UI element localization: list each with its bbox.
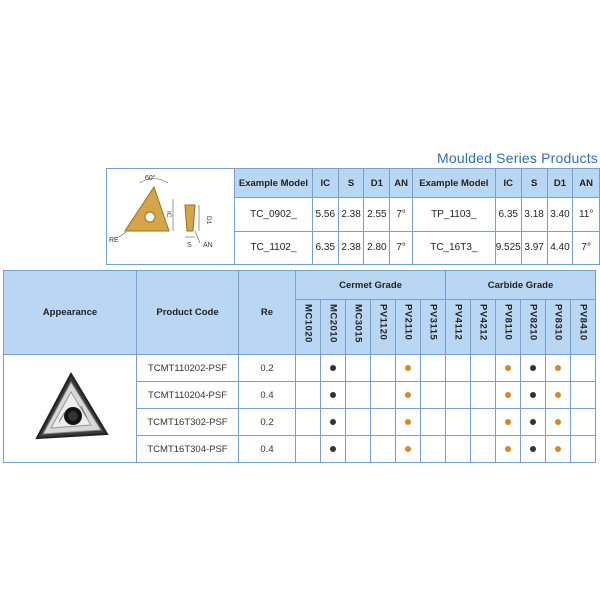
grade-header-pv8210 bbox=[521, 300, 546, 355]
gold-dot-icon bbox=[405, 365, 411, 371]
re-header: Re bbox=[239, 271, 296, 355]
gold-dot-icon bbox=[505, 419, 511, 425]
grade-cell bbox=[471, 355, 496, 382]
grade-header-pv4212 bbox=[471, 300, 496, 355]
spec-cell: 2.55 bbox=[364, 198, 390, 231]
grade-cell bbox=[371, 436, 396, 463]
insert-hole bbox=[145, 212, 155, 222]
section-heading: Moulded Series Products bbox=[436, 150, 598, 166]
grade-cell bbox=[296, 409, 321, 436]
grade-header-pv8110 bbox=[496, 300, 521, 355]
insert-diagram-svg bbox=[107, 169, 234, 261]
spec-cell: 2.38 bbox=[338, 198, 364, 231]
re-cell: 0.4 bbox=[239, 382, 296, 409]
spec-cell: 3.97 bbox=[521, 231, 547, 264]
insert-side-profile bbox=[185, 205, 195, 231]
grade-cell bbox=[521, 382, 546, 409]
gold-dot-icon bbox=[405, 392, 411, 398]
carbide-grade-header: Carbide Grade bbox=[446, 271, 596, 300]
grade-cell bbox=[496, 382, 521, 409]
grade-cell bbox=[471, 409, 496, 436]
angle-label: 60° bbox=[145, 175, 156, 182]
insert-dimension-diagram bbox=[107, 169, 235, 265]
grade-label: PV4112 bbox=[452, 304, 464, 341]
gold-dot-icon bbox=[505, 446, 511, 452]
product-code-cell: TCMT110202-PSF bbox=[137, 355, 239, 382]
grade-cell bbox=[396, 382, 421, 409]
d1-label: D1 bbox=[205, 216, 212, 225]
black-dot-icon bbox=[530, 392, 536, 398]
grade-cell bbox=[471, 382, 496, 409]
re-label: RE bbox=[109, 237, 119, 244]
grade-label: PV8310 bbox=[552, 304, 564, 341]
re-cell: 0.4 bbox=[239, 436, 296, 463]
spec-cell: 5.56 bbox=[312, 198, 338, 231]
s-label: S bbox=[187, 242, 192, 249]
spec-cell: 2.80 bbox=[364, 231, 390, 264]
grade-cell bbox=[346, 382, 371, 409]
spec-table bbox=[106, 168, 600, 265]
ic-label: IC bbox=[165, 211, 172, 218]
spec-header-ic-1: IC bbox=[312, 169, 338, 198]
spec-header-an-1: AN bbox=[390, 169, 413, 198]
black-dot-icon bbox=[330, 392, 336, 398]
grade-label: PV8210 bbox=[527, 304, 539, 341]
table-row bbox=[4, 355, 596, 382]
spec-cell: TC_0902_ bbox=[235, 198, 313, 231]
spec-cell: 2.38 bbox=[338, 231, 364, 264]
grade-cell bbox=[421, 382, 446, 409]
grade-cell bbox=[371, 409, 396, 436]
spec-cell: 3.18 bbox=[521, 198, 547, 231]
grade-header-pv8310 bbox=[546, 300, 571, 355]
grade-label: MC1020 bbox=[302, 304, 314, 343]
spec-header-d1-1: D1 bbox=[364, 169, 390, 198]
black-dot-icon bbox=[530, 446, 536, 452]
gold-dot-icon bbox=[555, 419, 561, 425]
spec-cell: 7° bbox=[390, 231, 413, 264]
spec-header-an-2: AN bbox=[573, 169, 600, 198]
spec-cell: 9.525 bbox=[495, 231, 521, 264]
grade-cell bbox=[446, 409, 471, 436]
product-grade-table bbox=[3, 270, 596, 463]
spec-cell: TC_16T3_ bbox=[412, 231, 495, 264]
grade-cell bbox=[571, 409, 596, 436]
product-code-header: Product Code bbox=[137, 271, 239, 355]
grade-cell bbox=[396, 409, 421, 436]
grade-cell bbox=[421, 409, 446, 436]
gold-dot-icon bbox=[505, 392, 511, 398]
grade-cell bbox=[296, 436, 321, 463]
grade-header-mc1020 bbox=[296, 300, 321, 355]
grade-label: PV2110 bbox=[402, 304, 414, 341]
grade-cell bbox=[321, 382, 346, 409]
grade-cell bbox=[446, 436, 471, 463]
grade-cell bbox=[446, 355, 471, 382]
spec-cell: 7° bbox=[390, 198, 413, 231]
grade-header-pv3115 bbox=[421, 300, 446, 355]
grade-cell bbox=[296, 382, 321, 409]
black-dot-icon bbox=[330, 446, 336, 452]
grade-cell bbox=[296, 355, 321, 382]
spec-cell: 4.40 bbox=[547, 231, 573, 264]
gold-dot-icon bbox=[505, 365, 511, 371]
grade-label: PV4212 bbox=[477, 304, 489, 341]
grade-header-pv4112 bbox=[446, 300, 471, 355]
grade-cell bbox=[521, 409, 546, 436]
grade-cell bbox=[521, 436, 546, 463]
gold-dot-icon bbox=[555, 392, 561, 398]
spec-header-model-2: Example Model bbox=[412, 169, 495, 198]
grade-cell bbox=[346, 355, 371, 382]
spec-header-s-1: S bbox=[338, 169, 364, 198]
grade-cell bbox=[546, 436, 571, 463]
an-label: AN bbox=[203, 242, 213, 249]
gold-dot-icon bbox=[555, 446, 561, 452]
black-dot-icon bbox=[330, 419, 336, 425]
spec-header-s-2: S bbox=[521, 169, 547, 198]
appearance-cell bbox=[4, 355, 137, 463]
black-dot-icon bbox=[530, 419, 536, 425]
re-cell: 0.2 bbox=[239, 355, 296, 382]
black-dot-icon bbox=[330, 365, 336, 371]
grade-cell bbox=[546, 409, 571, 436]
product-code-cell: TCMT16T304-PSF bbox=[137, 436, 239, 463]
spec-cell: 11° bbox=[573, 198, 600, 231]
grade-cell bbox=[371, 382, 396, 409]
grade-cell bbox=[546, 382, 571, 409]
cermet-grade-header: Cermet Grade bbox=[296, 271, 446, 300]
insert-photo-image bbox=[25, 362, 115, 452]
grade-cell bbox=[371, 355, 396, 382]
grade-cell bbox=[546, 355, 571, 382]
grade-cell bbox=[421, 436, 446, 463]
grade-cell bbox=[346, 409, 371, 436]
grade-cell bbox=[571, 436, 596, 463]
re-cell: 0.2 bbox=[239, 409, 296, 436]
grade-label: PV8110 bbox=[502, 304, 514, 341]
grade-cell bbox=[321, 436, 346, 463]
gold-dot-icon bbox=[405, 419, 411, 425]
grade-cell bbox=[321, 355, 346, 382]
grade-header-mc2010 bbox=[321, 300, 346, 355]
grade-cell bbox=[396, 436, 421, 463]
grade-label: PV8410 bbox=[577, 304, 589, 341]
grade-cell bbox=[521, 355, 546, 382]
grade-cell bbox=[396, 355, 421, 382]
triangle-insert-shape bbox=[125, 187, 169, 231]
product-rows bbox=[4, 355, 596, 463]
gold-dot-icon bbox=[555, 365, 561, 371]
appearance-header: Appearance bbox=[4, 271, 137, 355]
grade-label: MC2010 bbox=[327, 304, 339, 343]
grade-header-pv1120 bbox=[371, 300, 396, 355]
grade-cell bbox=[421, 355, 446, 382]
grade-header-pv8410 bbox=[571, 300, 596, 355]
spec-cell: 6.35 bbox=[495, 198, 521, 231]
spec-header-d1-2: D1 bbox=[547, 169, 573, 198]
gold-dot-icon bbox=[405, 446, 411, 452]
spec-cell: 6.35 bbox=[312, 231, 338, 264]
grade-label: PV1120 bbox=[377, 304, 389, 341]
product-code-cell: TCMT110204-PSF bbox=[137, 382, 239, 409]
spec-cell: 3.40 bbox=[547, 198, 573, 231]
grade-cell bbox=[496, 409, 521, 436]
spec-header-model-1: Example Model bbox=[235, 169, 313, 198]
spec-header-ic-2: IC bbox=[495, 169, 521, 198]
grade-cell bbox=[571, 382, 596, 409]
grade-cell bbox=[496, 355, 521, 382]
grade-cell bbox=[321, 409, 346, 436]
spec-cell: TC_1102_ bbox=[235, 231, 313, 264]
grade-cell bbox=[496, 436, 521, 463]
spec-cell: 7° bbox=[573, 231, 600, 264]
grade-cell bbox=[571, 355, 596, 382]
grade-cell bbox=[471, 436, 496, 463]
grade-header-pv2110 bbox=[396, 300, 421, 355]
grade-label: PV3115 bbox=[427, 304, 439, 341]
product-code-cell: TCMT16T302-PSF bbox=[137, 409, 239, 436]
black-dot-icon bbox=[530, 365, 536, 371]
grade-header-mc3015 bbox=[346, 300, 371, 355]
grade-cell bbox=[446, 382, 471, 409]
grade-label: MC3015 bbox=[352, 304, 364, 343]
grade-cell bbox=[346, 436, 371, 463]
spec-cell: TP_1103_ bbox=[412, 198, 495, 231]
